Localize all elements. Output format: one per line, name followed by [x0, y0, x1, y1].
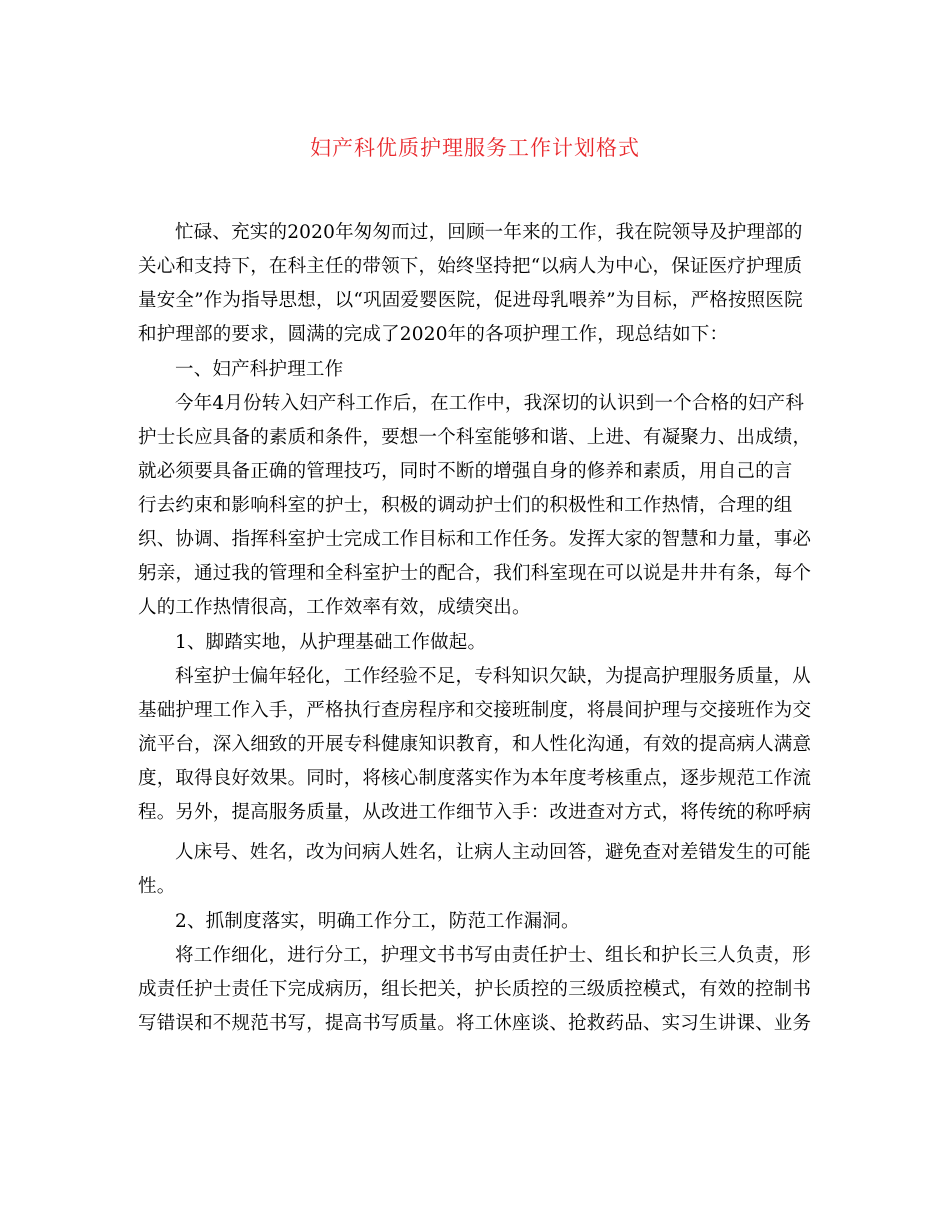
paragraph-line: 就必须要具备正确的管理技巧，同时不断的增强自身的修养和素质，用自己的言: [138, 461, 793, 482]
document-title: 妇产科优质护理服务工作计划格式: [310, 136, 640, 160]
paragraph-line: 将工作细化，进行分工，护理文书书写由责任护士、组长和护长三人负责，形: [175, 945, 811, 966]
paragraph-line: 性。: [138, 876, 176, 897]
paragraph-line: 科室护士偏年轻化，工作经验不足，专科知识欠缺，为提高护理服务质量，从: [175, 666, 811, 687]
paragraph-line: 织、协调、指挥科室护士完成工作目标和工作任务。发挥大家的智慧和力量，事必: [138, 529, 812, 550]
paragraph-line: 人的工作热情很高，工作效率有效，成绩突出。: [138, 597, 531, 618]
paragraph-line: 行去约束和影响科室的护士，积极的调动护士们的积极性和工作热情，合理的组: [138, 495, 793, 516]
paragraph-line: 程。另外，提高服务质量，从改进工作细节入手：改进查对方式，将传统的称呼病: [138, 802, 812, 823]
paragraph-line: 躬亲，通过我的管理和全科室护士的配合，我们科室现在可以说是井井有条，每个: [138, 563, 812, 584]
paragraph-line: 忙碌、充实的2020年匆匆而过，回顾一年来的工作，我在院领导及护理部的: [175, 222, 803, 243]
paragraph-line: 关心和支持下，在科主任的带领下，始终坚持把“以病人为中心，保证医疗护理质: [138, 256, 803, 277]
subsection-heading: 1、脚踏实地，从护理基础工作做起。: [175, 632, 487, 653]
paragraph-line: 基础护理工作入手，严格执行查房程序和交接班制度，将晨间护理与交接班作为交: [138, 700, 812, 721]
section-heading: 一、妇产科护理工作: [175, 359, 344, 380]
subsection-heading: 2、抓制度落实，明确工作分工，防范工作漏洞。: [175, 911, 580, 932]
paragraph-line: 今年4月份转入妇产科工作后，在工作中，我深切的认识到一个合格的妇产科: [175, 393, 805, 414]
paragraph-line: 度，取得良好效果。同时，将核心制度落实作为本年度考核重点，逐步规范工作流: [138, 768, 812, 789]
paragraph-line: 成责任护士责任下完成病历，组长把关，护长质控的三级质控模式，有效的控制书: [138, 979, 812, 1000]
paragraph-line: 护士长应具备的素质和条件，要想一个科室能够和谐、上进、有凝聚力、出成绩，: [138, 427, 812, 448]
paragraph-line: 和护理部的要求，圆满的完成了2020年的各项护理工作，现总结如下：: [138, 324, 729, 345]
paragraph-line: 流平台，深入细致的开展专科健康知识教育，和人性化沟通，有效的提高病人满意: [138, 734, 812, 755]
paragraph-line: 人床号、姓名，改为问病人姓名，让病人主动回答，避免查对差错发生的可能: [175, 842, 811, 863]
paragraph-line: 写错误和不规范书写，提高书写质量。将工休座谈、抢救药品、实习生讲课、业务: [138, 1013, 812, 1034]
paragraph-line: 量安全”作为指导思想，以“巩固爱婴医院，促进母乳喂养”为目标，严格按照医院: [138, 290, 803, 311]
